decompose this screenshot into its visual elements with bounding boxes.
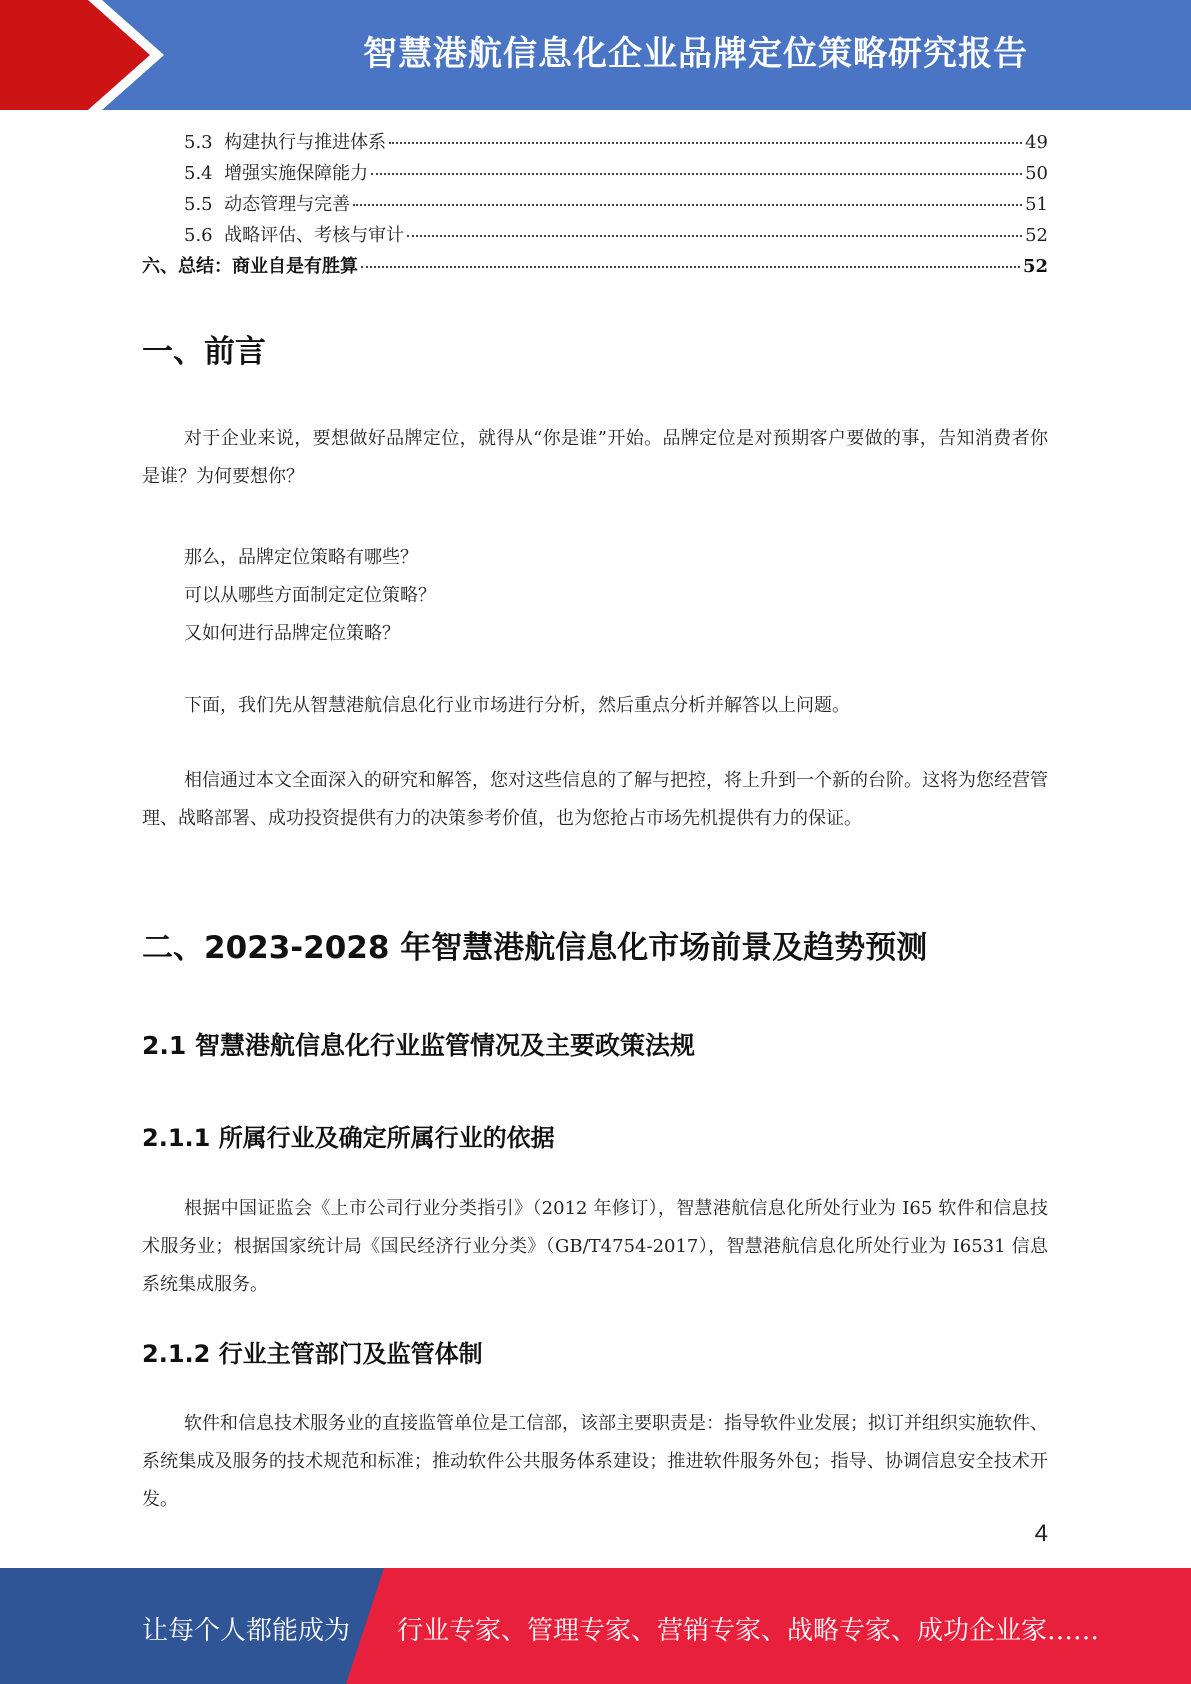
question-line: 可以从哪些方面制定定位策略？ [184,585,436,606]
section-2-1-heading: 2.1 智慧港航信息化行业监管情况及主要政策法规 [142,1031,695,1060]
toc-page-number: 49 [1025,132,1048,153]
toc-leader-dots [361,266,1020,268]
section-2-1-1-heading: 2.1.1 所属行业及确定所属行业的依据 [142,1124,555,1152]
toc-page-number: 51 [1025,194,1048,215]
section-2-heading: 二、2023-2028 年智慧港航信息化市场前景及趋势预测 [142,930,928,966]
page-number: 4 [1034,1520,1048,1547]
toc-leader-dots [353,204,1022,206]
footer-slogan-left: 让每个人都能成为 [142,1616,351,1646]
preface-paragraph-2: 下面，我们先从智慧港航信息化行业市场进行分析，然后重点分析并解答以上问题。 [184,695,850,716]
toc-page-number: 52 [1025,225,1048,246]
section-2-1-2-heading: 2.1.2 行业主管部门及监管体制 [142,1340,483,1368]
table-of-contents [142,128,1048,283]
toc-leader-dots [389,142,1022,144]
toc-leader-dots [407,235,1022,237]
question-line: 那么，品牌定位策略有哪些？ [184,547,418,568]
preface-paragraph-3: 相信通过本文全面深入的研究和解答，您对这些信息的了解与把控，将上升到一个新的台阶。这将为您经营管理、战略部署、成功投资提供有力的决策参考价值，也为您抢占市场先机提供有力的保证。 [142,770,1048,829]
footer-slogan-right: 行业专家、管理专家、营销专家、战略专家、成功企业家…… [397,1616,1100,1646]
question-line: 又如何进行品牌定位策略？ [184,623,400,644]
toc-item[interactable]: 5.4 增强实施保障能力 50 [184,163,1048,184]
toc-item-chapter[interactable]: 六、总结：商业自是有胜算 52 [142,256,1048,277]
toc-page-number: 50 [1025,163,1048,184]
section-2-1-1-paragraph: 根据中国证监会《上市公司行业分类指引》（2012 年修订），智慧港航信息化所处行业为 I65 软件和信息技术服务业；根据国家统计局《国民经济行业分类》（GB/T4754-2017），智慧港航信息化所处行业为 I6531 信息系统集成服务。 [142,1198,1048,1295]
toc-item[interactable]: 5.6 战略评估、考核与审计 52 [184,225,1048,246]
section-2-1-2-paragraph: 软件和信息技术服务业的直接监管单位是工信部，该部主要职责是：指导软件业发展；拟订并组织实施软件、系统集成及服务的技术规范和标准；推动软件公共服务体系建设；推进软件服务外包；指导、协调信息安全技术开发。 [142,1413,1048,1510]
report-title: 智慧港航信息化企业品牌定位策略研究报告 [363,34,1028,74]
toc-leader-dots [371,173,1022,175]
toc-item[interactable]: 5.5 动态管理与完善 51 [184,194,1048,215]
preface-paragraph-1: 对于企业来说，要想做好品牌定位，就得从“你是谁”开始。品牌定位是对预期客户要做的事，告知消费者你是谁？为何要想你？ [142,428,1048,487]
preface-heading: 一、前言 [142,334,266,370]
header-banner [0,0,1191,110]
footer-banner [0,1568,1191,1684]
toc-item[interactable]: 5.3 构建执行与推进体系 49 [184,132,1048,153]
toc-page-number: 52 [1022,256,1048,277]
